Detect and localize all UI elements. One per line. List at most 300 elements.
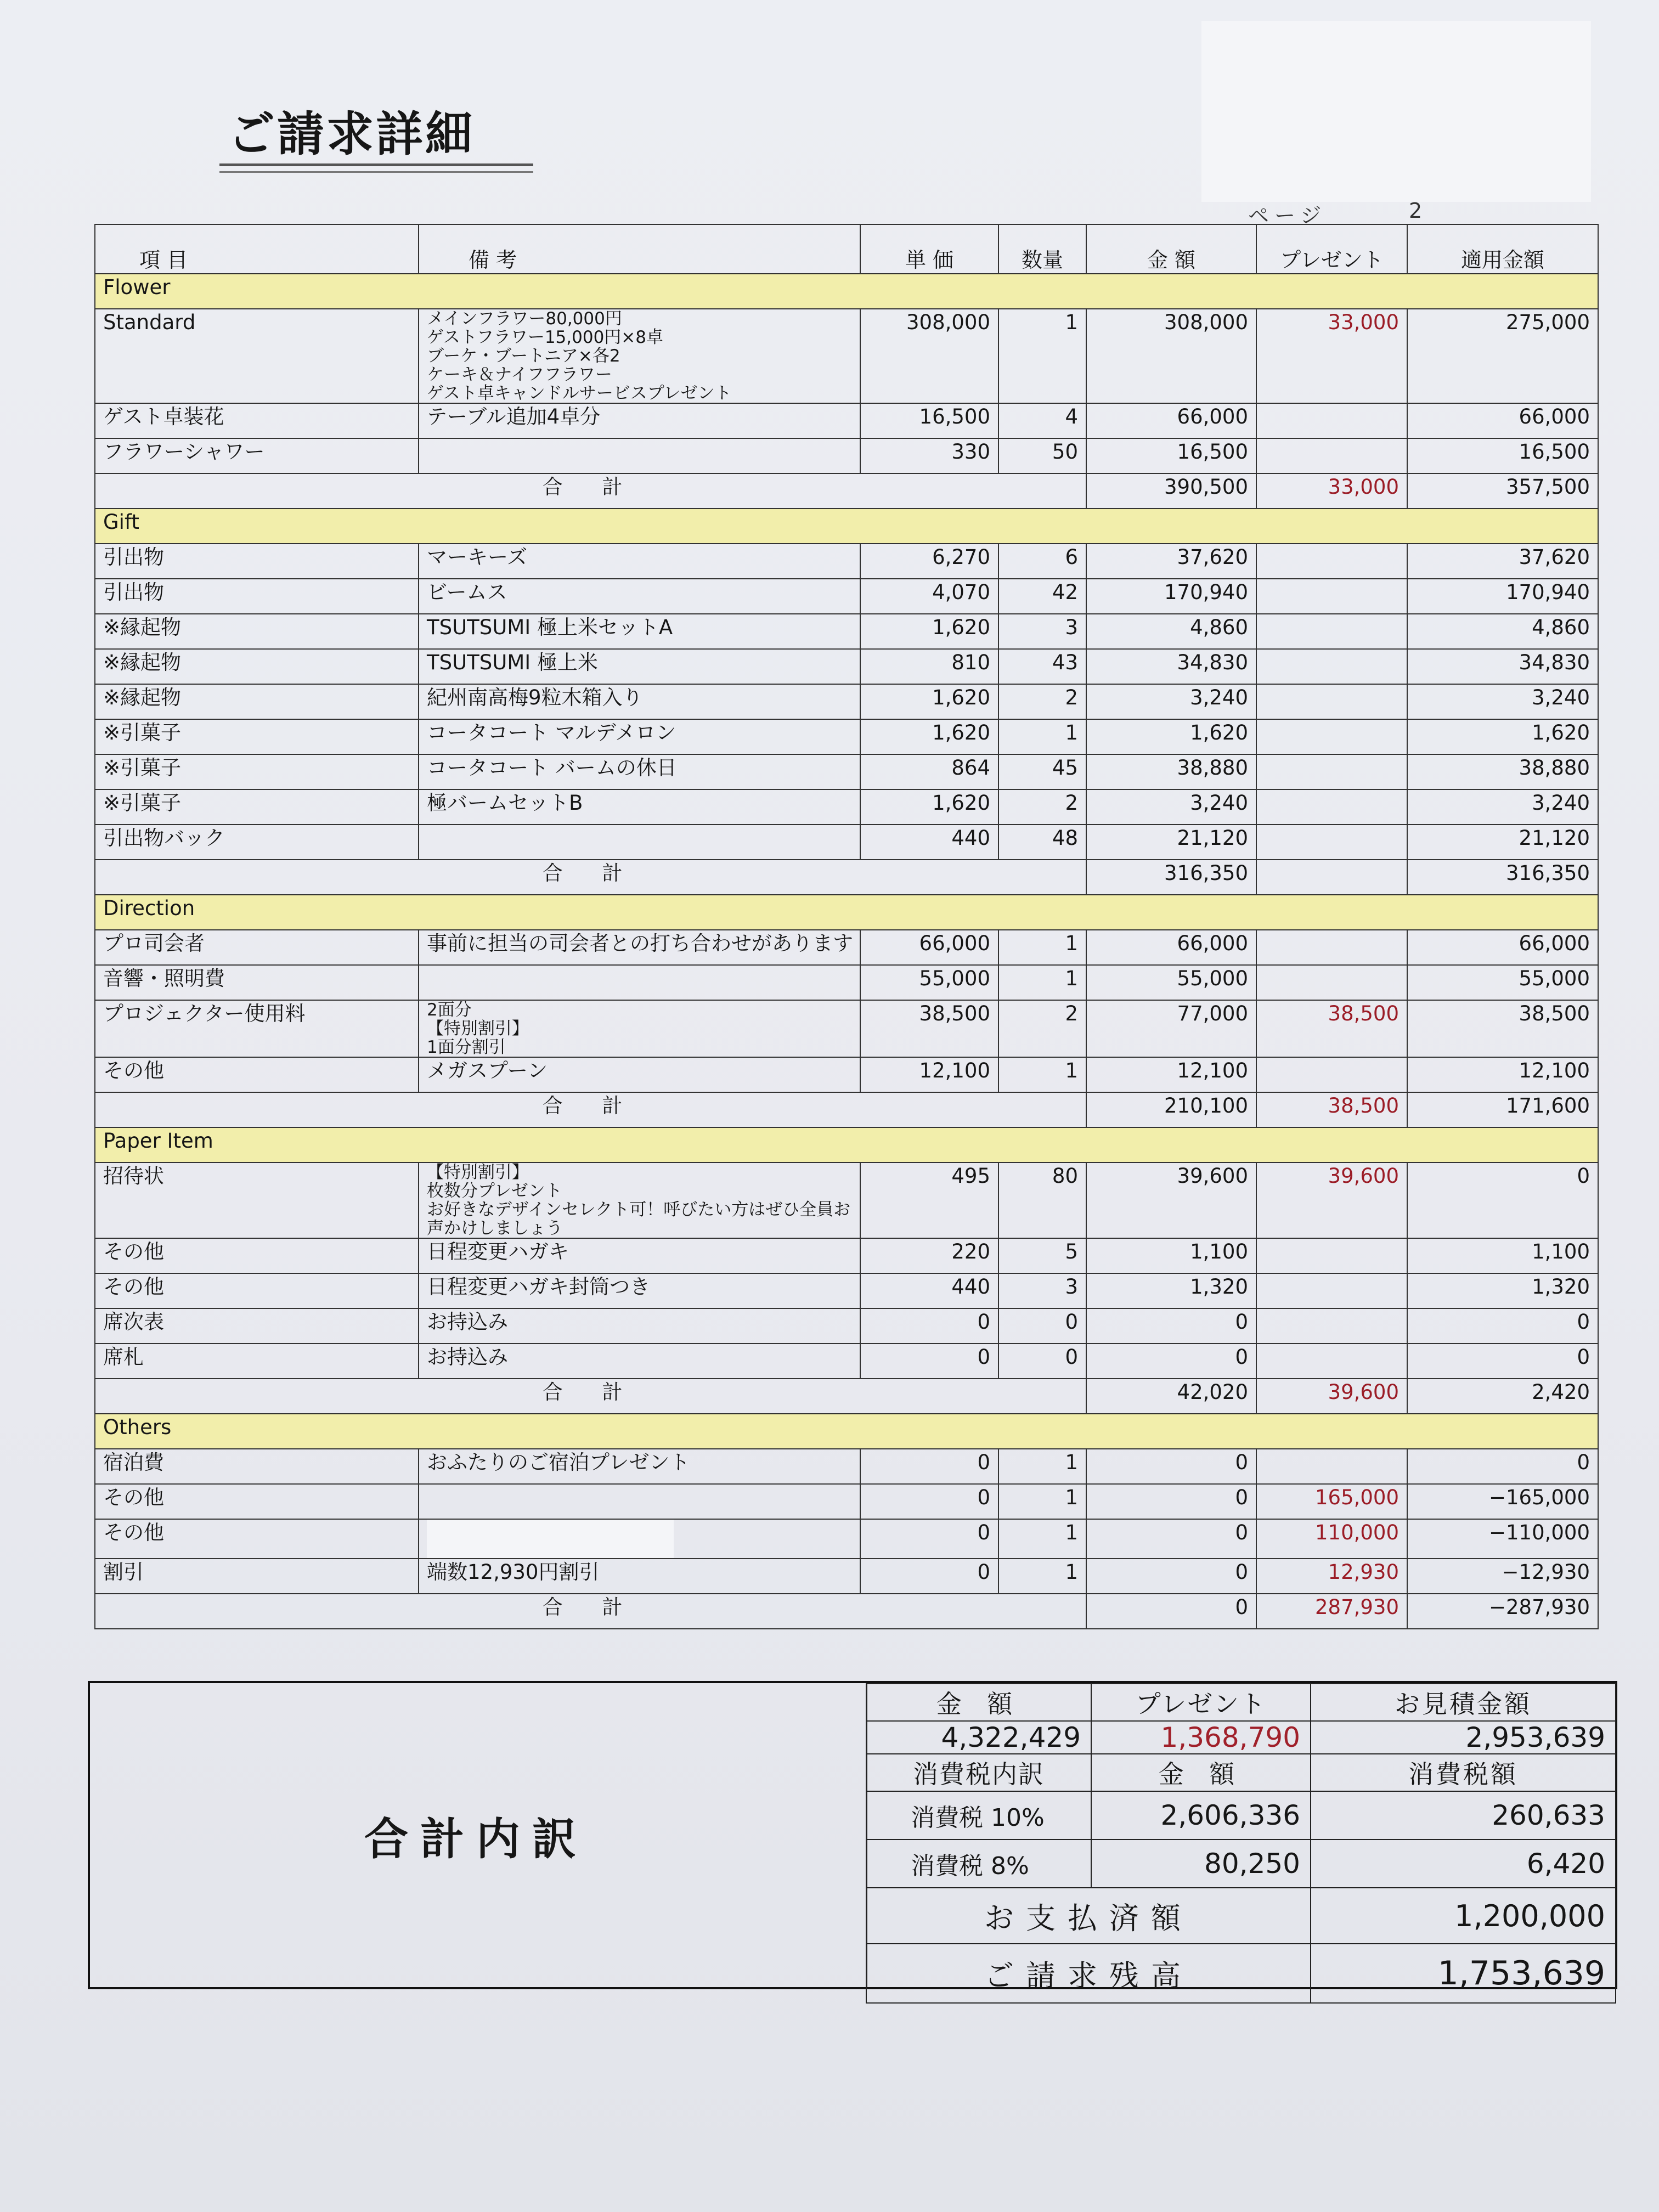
- cell-item: ※縁起物: [95, 649, 419, 684]
- cell-qty: 6: [998, 544, 1086, 579]
- section-header: [95, 1414, 1598, 1449]
- cell-unit-price: 16,500: [860, 403, 998, 438]
- summary-box: [88, 1681, 1617, 1993]
- cell-note: [419, 1057, 860, 1092]
- cell-item: その他: [95, 1484, 419, 1519]
- balance-amount: 1,753,639: [1311, 1944, 1616, 2003]
- table-row: [95, 438, 1598, 473]
- cell-amount: 12,100: [1086, 1057, 1256, 1092]
- cell-amount: 1,320: [1086, 1273, 1256, 1308]
- tax10-row: [866, 1791, 1616, 1839]
- cell-item: その他: [95, 1057, 419, 1092]
- summary-label-area: [90, 1683, 867, 1987]
- title-underline-2: [219, 171, 533, 173]
- cell-item: 引出物: [95, 544, 419, 579]
- summary-label: 合計内訳: [364, 1814, 588, 1865]
- cell-unit-price: 495: [860, 1163, 998, 1238]
- summary-col-estimate: お見積金額: [1311, 1684, 1616, 1721]
- cell-applied: 1,620: [1407, 719, 1598, 754]
- cell-unit-price: 1,620: [860, 719, 998, 754]
- header-applied: 適用金額: [1407, 224, 1598, 274]
- cell-amount: 55,000: [1086, 965, 1256, 1000]
- cell-unit-price: 0: [860, 1308, 998, 1344]
- cell-qty: 4: [998, 403, 1086, 438]
- cell-amount: 170,940: [1086, 579, 1256, 614]
- cell-qty: 45: [998, 754, 1086, 789]
- cell-unit-price: 6,270: [860, 544, 998, 579]
- cell-unit-price: 220: [860, 1238, 998, 1273]
- cell-amount: 308,000: [1086, 309, 1256, 403]
- total-amount: 0: [1086, 1594, 1256, 1629]
- note-line: お持込み: [427, 1345, 508, 1369]
- cell-unit-price: 0: [860, 1344, 998, 1379]
- section-header: [95, 1127, 1598, 1163]
- cell-amount: 3,240: [1086, 684, 1256, 719]
- total-applied: 2,420: [1407, 1379, 1598, 1414]
- section-title: Gift: [95, 509, 1598, 544]
- header-unit-price: 単 価: [860, 224, 998, 274]
- cell-item: ※引菓子: [95, 789, 419, 825]
- cell-note: [419, 1238, 860, 1273]
- note-line: 1面分割引: [427, 1037, 506, 1057]
- cell-amount: 21,120: [1086, 825, 1256, 860]
- cell-present: [1256, 438, 1407, 473]
- cell-item: ※引菓子: [95, 719, 419, 754]
- summary-total-row: [866, 1721, 1616, 1754]
- table-row: [95, 789, 1598, 825]
- note-line: TSUTSUMI 極上米セットA: [427, 616, 673, 639]
- tax8-tax: 6,420: [1311, 1839, 1616, 1888]
- table-row: [95, 1449, 1598, 1484]
- cell-note: [419, 789, 860, 825]
- header-amount: 金 額: [1086, 224, 1256, 274]
- cell-item: その他: [95, 1238, 419, 1273]
- cell-qty: 1: [998, 965, 1086, 1000]
- cell-applied: 55,000: [1407, 965, 1598, 1000]
- cell-present: [1256, 1308, 1407, 1344]
- cell-amount: 77,000: [1086, 1000, 1256, 1057]
- cell-applied: 38,500: [1407, 1000, 1598, 1057]
- note-line: ケーキ＆ナイフフラワー: [427, 365, 612, 385]
- cell-applied: −12,930: [1407, 1559, 1598, 1594]
- cell-unit-price: 864: [860, 754, 998, 789]
- cell-item: プロジェクター使用料: [95, 1000, 419, 1057]
- table-row: [95, 930, 1598, 965]
- cell-applied: 21,120: [1407, 825, 1598, 860]
- section-total-row: [95, 473, 1598, 509]
- cell-present: [1256, 403, 1407, 438]
- cell-amount: 0: [1086, 1449, 1256, 1484]
- note-line: ブーケ・ブートニア×各2: [427, 346, 620, 366]
- page-title: ご請求詳細: [228, 107, 475, 162]
- table-row: [95, 1559, 1598, 1594]
- tax8-amount: 80,250: [1091, 1839, 1311, 1888]
- cell-note: [419, 1519, 860, 1559]
- total-present: 33,000: [1256, 473, 1407, 509]
- cell-unit-price: 1,620: [860, 789, 998, 825]
- cell-present: 33,000: [1256, 309, 1407, 403]
- total-applied: −287,930: [1407, 1594, 1598, 1629]
- cell-qty: 2: [998, 789, 1086, 825]
- cell-unit-price: 66,000: [860, 930, 998, 965]
- cell-item: ※引菓子: [95, 754, 419, 789]
- cell-qty: 1: [998, 719, 1086, 754]
- cell-applied: 4,860: [1407, 614, 1598, 649]
- cell-note: [419, 1449, 860, 1484]
- cell-amount: 1,620: [1086, 719, 1256, 754]
- cell-note: [419, 719, 860, 754]
- note-line: 2面分: [427, 1000, 472, 1020]
- table-row: [95, 1000, 1598, 1057]
- cell-amount: 66,000: [1086, 930, 1256, 965]
- cell-item: その他: [95, 1273, 419, 1308]
- table-row: [95, 1273, 1598, 1308]
- cell-applied: −110,000: [1407, 1519, 1598, 1559]
- cell-item: ※縁起物: [95, 684, 419, 719]
- invoice-body: [95, 274, 1598, 1629]
- tax-breakdown-label: 消費税内訳: [866, 1754, 1091, 1791]
- cell-qty: 1: [998, 1484, 1086, 1519]
- cell-qty: 80: [998, 1163, 1086, 1238]
- total-label: 合 計: [95, 473, 1086, 509]
- section-header: [95, 274, 1598, 309]
- cell-note: [419, 1344, 860, 1379]
- section-header: [95, 895, 1598, 930]
- note-line: テーブル追加4卓分: [427, 405, 601, 428]
- cell-item: 席札: [95, 1344, 419, 1379]
- summary-col-amount: 金 額: [866, 1684, 1091, 1721]
- table-row: [95, 544, 1598, 579]
- header-present: プレゼント: [1256, 224, 1407, 274]
- total-amount: 390,500: [1086, 473, 1256, 509]
- cell-unit-price: 330: [860, 438, 998, 473]
- table-row: [95, 1484, 1598, 1519]
- cell-note: [419, 1559, 860, 1594]
- cell-item: 席次表: [95, 1308, 419, 1344]
- note-line: TSUTSUMI 極上米: [427, 651, 598, 674]
- note-line: おふたりのご宿泊プレゼント: [427, 1451, 690, 1474]
- cell-qty: 1: [998, 1449, 1086, 1484]
- summary-header-row: [866, 1684, 1616, 1721]
- cell-present: 12,930: [1256, 1559, 1407, 1594]
- paid-row: [866, 1888, 1616, 1944]
- cell-present: 39,600: [1256, 1163, 1407, 1238]
- cell-applied: 1,320: [1407, 1273, 1598, 1308]
- note-line: お持込み: [427, 1310, 508, 1334]
- cell-unit-price: 38,500: [860, 1000, 998, 1057]
- cell-qty: 1: [998, 930, 1086, 965]
- cell-qty: 5: [998, 1238, 1086, 1273]
- note-line: メガスプーン: [427, 1059, 548, 1082]
- total-amount: 42,020: [1086, 1379, 1256, 1414]
- total-present: 38,500: [1256, 1092, 1407, 1127]
- paid-label: お支払済額: [866, 1888, 1311, 1944]
- table-row: [95, 1519, 1598, 1559]
- cell-present: [1256, 930, 1407, 965]
- cell-unit-price: 0: [860, 1484, 998, 1519]
- total-present: [1256, 860, 1407, 895]
- total-amount: 316,350: [1086, 860, 1256, 895]
- total-applied: 357,500: [1407, 473, 1598, 509]
- cell-unit-price: 55,000: [860, 965, 998, 1000]
- cell-present: [1256, 754, 1407, 789]
- cell-note: [419, 1308, 860, 1344]
- table-row: [95, 649, 1598, 684]
- total-label: 合 計: [95, 860, 1086, 895]
- cell-applied: 38,880: [1407, 754, 1598, 789]
- cell-unit-price: 1,620: [860, 684, 998, 719]
- cell-applied: 0: [1407, 1344, 1598, 1379]
- cell-note: [419, 1484, 860, 1519]
- cell-note: [419, 825, 860, 860]
- cell-qty: 50: [998, 438, 1086, 473]
- summary-col-present: プレゼント: [1091, 1684, 1311, 1721]
- note-line: お好きなデザインセレクト可！呼びたい方はぜひ全員お: [427, 1200, 851, 1220]
- cell-applied: 0: [1407, 1308, 1598, 1344]
- section-total-row: [95, 860, 1598, 895]
- cell-qty: 2: [998, 684, 1086, 719]
- table-row: [95, 614, 1598, 649]
- invoice-detail-table: [94, 224, 1599, 1629]
- cell-amount: 39,600: [1086, 1163, 1256, 1238]
- note-line: ゲストフラワー15,000円×8卓: [427, 328, 663, 347]
- total-present: 287,930: [1256, 1594, 1407, 1629]
- cell-unit-price: 4,070: [860, 579, 998, 614]
- cell-note: [419, 754, 860, 789]
- table-row: [95, 1057, 1598, 1092]
- cell-amount: 4,860: [1086, 614, 1256, 649]
- section-title: Others: [95, 1414, 1598, 1449]
- table-row: [95, 719, 1598, 754]
- section-total-row: [95, 1594, 1598, 1629]
- note-line: 【特別割引】: [427, 1163, 529, 1182]
- total-applied: 171,600: [1407, 1092, 1598, 1127]
- cell-present: [1256, 579, 1407, 614]
- cell-present: [1256, 684, 1407, 719]
- cell-amount: 1,100: [1086, 1238, 1256, 1273]
- cell-qty: 3: [998, 1273, 1086, 1308]
- cell-present: [1256, 649, 1407, 684]
- cell-item: 音響・照明費: [95, 965, 419, 1000]
- table-row: [95, 825, 1598, 860]
- total-label: 合 計: [95, 1092, 1086, 1127]
- cell-applied: 0: [1407, 1449, 1598, 1484]
- cell-unit-price: 0: [860, 1519, 998, 1559]
- balance-label: ご請求残高: [866, 1944, 1311, 2003]
- cell-present: [1256, 825, 1407, 860]
- summary-estimate: 2,953,639: [1311, 1721, 1616, 1754]
- note-line: 紀州南高梅9粒木箱入り: [427, 686, 643, 709]
- cell-present: [1256, 1344, 1407, 1379]
- cell-amount: 37,620: [1086, 544, 1256, 579]
- cell-present: [1256, 965, 1407, 1000]
- section-title: Paper Item: [95, 1127, 1598, 1163]
- cell-qty: 0: [998, 1308, 1086, 1344]
- cell-amount: 3,240: [1086, 789, 1256, 825]
- table-row: [95, 1163, 1598, 1238]
- cell-item: フラワーシャワー: [95, 438, 419, 473]
- note-line: 枚数分プレゼント: [427, 1181, 562, 1201]
- cell-item: ゲスト卓装花: [95, 403, 419, 438]
- cell-note: [419, 930, 860, 965]
- cell-qty: 3: [998, 614, 1086, 649]
- cell-item: 割引: [95, 1559, 419, 1594]
- cell-unit-price: 0: [860, 1559, 998, 1594]
- cell-note: [419, 649, 860, 684]
- cell-note: [419, 1163, 860, 1238]
- table-row: [95, 1238, 1598, 1273]
- summary-table: [866, 1683, 1616, 2004]
- cell-item: 招待状: [95, 1163, 419, 1238]
- cell-note: [419, 684, 860, 719]
- table-row: [95, 754, 1598, 789]
- note-line: 声かけしましょう: [427, 1218, 563, 1238]
- note-line: 極バームセットB: [427, 791, 583, 815]
- cell-applied: 66,000: [1407, 930, 1598, 965]
- cell-applied: 3,240: [1407, 789, 1598, 825]
- redacted-area: [1201, 21, 1591, 202]
- note-line: 日程変更ハガキ封筒つき: [427, 1275, 650, 1299]
- cell-present: 165,000: [1256, 1484, 1407, 1519]
- tax8-label: 消費税 8%: [866, 1839, 1091, 1888]
- cell-present: [1256, 1238, 1407, 1273]
- cell-qty: 0: [998, 1344, 1086, 1379]
- tax-header-row: [866, 1754, 1616, 1791]
- cell-note: [419, 965, 860, 1000]
- cell-unit-price: 440: [860, 1273, 998, 1308]
- cell-amount: 16,500: [1086, 438, 1256, 473]
- cell-unit-price: 1,620: [860, 614, 998, 649]
- cell-item: Standard: [95, 309, 419, 403]
- cell-amount: 0: [1086, 1559, 1256, 1594]
- cell-qty: 2: [998, 1000, 1086, 1057]
- note-line: メインフラワー80,000円: [427, 309, 622, 329]
- cell-qty: 43: [998, 649, 1086, 684]
- cell-applied: 37,620: [1407, 544, 1598, 579]
- cell-item: 引出物バック: [95, 825, 419, 860]
- cell-applied: 0: [1407, 1163, 1598, 1238]
- total-label: 合 計: [95, 1594, 1086, 1629]
- cell-note: [419, 544, 860, 579]
- redacted-area: [427, 1519, 674, 1558]
- cell-unit-price: 810: [860, 649, 998, 684]
- cell-applied: 1,100: [1407, 1238, 1598, 1273]
- table-row: [95, 1308, 1598, 1344]
- header-item: 項 目: [95, 224, 419, 274]
- balance-row: [866, 1944, 1616, 2003]
- cell-item: その他: [95, 1519, 419, 1559]
- cell-present: 38,500: [1256, 1000, 1407, 1057]
- section-total-row: [95, 1379, 1598, 1414]
- header-row: [95, 224, 1598, 274]
- tax-col-amount: 金 額: [1091, 1754, 1311, 1791]
- cell-note: [419, 438, 860, 473]
- cell-qty: 1: [998, 309, 1086, 403]
- cell-unit-price: 440: [860, 825, 998, 860]
- cell-present: [1256, 1273, 1407, 1308]
- summary-amount: 4,322,429: [866, 1721, 1091, 1754]
- cell-note: [419, 614, 860, 649]
- page-label: ページ: [1248, 204, 1327, 228]
- cell-applied: 3,240: [1407, 684, 1598, 719]
- cell-present: [1256, 719, 1407, 754]
- table-row: [95, 684, 1598, 719]
- cell-qty: 1: [998, 1057, 1086, 1092]
- note-line: コータコート バームの休日: [427, 756, 677, 780]
- cell-note: [419, 1000, 860, 1057]
- cell-present: [1256, 1057, 1407, 1092]
- tax10-amount: 2,606,336: [1091, 1791, 1311, 1839]
- note-line: コータコート マルデメロン: [427, 721, 676, 744]
- cell-note: [419, 309, 860, 403]
- cell-present: 110,000: [1256, 1519, 1407, 1559]
- title-underline: [219, 163, 533, 166]
- section-title: Flower: [95, 274, 1598, 309]
- cell-item: ※縁起物: [95, 614, 419, 649]
- note-line: 事前に担当の司会者との打ち合わせがあります: [427, 932, 853, 955]
- cell-unit-price: 0: [860, 1449, 998, 1484]
- cell-note: [419, 1273, 860, 1308]
- total-label: 合 計: [95, 1379, 1086, 1414]
- page-number: 2: [1409, 199, 1423, 223]
- cell-applied: −165,000: [1407, 1484, 1598, 1519]
- cell-applied: 16,500: [1407, 438, 1598, 473]
- section-title: Direction: [95, 895, 1598, 930]
- cell-applied: 170,940: [1407, 579, 1598, 614]
- table-row: [95, 403, 1598, 438]
- tax8-row: [866, 1839, 1616, 1888]
- cell-unit-price: 308,000: [860, 309, 998, 403]
- cell-amount: 0: [1086, 1308, 1256, 1344]
- cell-qty: 1: [998, 1559, 1086, 1594]
- table-row: [95, 579, 1598, 614]
- note-line: 【特別割引】: [427, 1019, 529, 1039]
- note-line: ビームス: [427, 580, 507, 604]
- cell-amount: 38,880: [1086, 754, 1256, 789]
- cell-present: [1256, 544, 1407, 579]
- cell-amount: 0: [1086, 1519, 1256, 1559]
- cell-item: 引出物: [95, 579, 419, 614]
- section-total-row: [95, 1092, 1598, 1127]
- cell-present: [1256, 789, 1407, 825]
- cell-amount: 34,830: [1086, 649, 1256, 684]
- tax10-tax: 260,633: [1311, 1791, 1616, 1839]
- summary-present: 1,368,790: [1091, 1721, 1311, 1754]
- cell-unit-price: 12,100: [860, 1057, 998, 1092]
- cell-amount: 0: [1086, 1484, 1256, 1519]
- note-line: 端数12,930円割引: [427, 1560, 600, 1584]
- cell-applied: 66,000: [1407, 403, 1598, 438]
- note-line: 日程変更ハガキ: [427, 1240, 569, 1263]
- tax-col-tax: 消費税額: [1311, 1754, 1616, 1791]
- cell-amount: 0: [1086, 1344, 1256, 1379]
- cell-present: [1256, 614, 1407, 649]
- total-present: 39,600: [1256, 1379, 1407, 1414]
- cell-present: [1256, 1449, 1407, 1484]
- table-row: [95, 1344, 1598, 1379]
- cell-qty: 48: [998, 825, 1086, 860]
- total-applied: 316,350: [1407, 860, 1598, 895]
- cell-applied: 34,830: [1407, 649, 1598, 684]
- section-header: [95, 509, 1598, 544]
- note-line: マーキーズ: [427, 545, 528, 569]
- cell-applied: 12,100: [1407, 1057, 1598, 1092]
- table-row: [95, 965, 1598, 1000]
- note-line: ゲスト卓キャンドルサービスプレゼント: [427, 383, 732, 403]
- table-row: [95, 309, 1598, 403]
- header-qty: 数量: [998, 224, 1086, 274]
- cell-item: 宿泊費: [95, 1449, 419, 1484]
